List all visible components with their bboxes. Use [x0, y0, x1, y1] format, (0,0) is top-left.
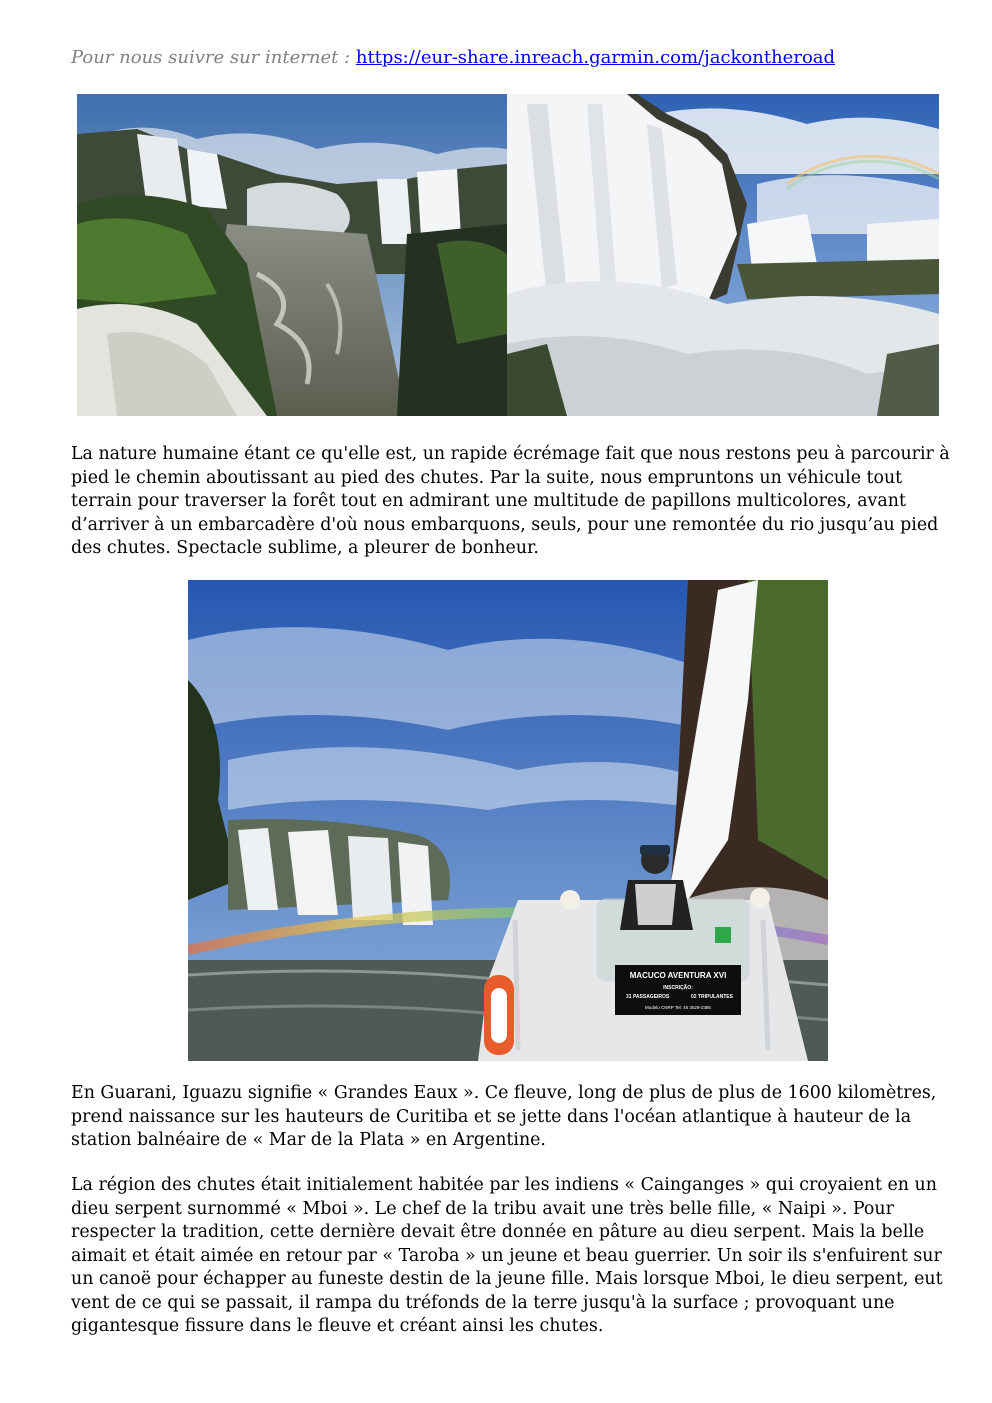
text-line: La région des chutes était initialement habitée par les indiens « Cainganges » qui croyaient en un	[71, 1175, 937, 1195]
paragraph-legend	[71, 1174, 943, 1339]
text-line: vent de ce qui se passait, il rampa du tréfonds de la terre jusqu'à la surface ; provoquant une	[71, 1292, 895, 1313]
photo-boat-falls	[188, 580, 828, 1061]
boat-sign-crew: 02 TRIPULANTES	[691, 994, 733, 1000]
text-line: d’arriver à un embarcadère d'où nous embarquons, seuls, pour une remontée du rio jusqu’au pied	[71, 514, 939, 535]
text-line: station balnéaire de « Mar de la Plata » en Argentine.	[71, 1130, 546, 1150]
text-line: dieu serpent surnommé « Mboi ». Le chef de la tribu avait une très belle fille, « Naipi ». Pour	[71, 1198, 894, 1219]
header-intro: Pour nous suivre sur internet :	[71, 47, 351, 68]
paragraph-guarani	[71, 1082, 937, 1153]
paragraph-walk	[71, 443, 950, 561]
text-line: gigantesque fissure dans le fleuve et créant ainsi les chutes.	[71, 1316, 604, 1336]
tracking-link[interactable]: https://eur-share.inreach.garmin.com/jackontheroad	[355, 47, 836, 68]
text-line: La nature humaine étant ce qu'elle est, un rapide écrémage fait que nous restons peu à parcourir à	[71, 444, 950, 464]
header-line	[71, 46, 835, 70]
boat-sign-title: MACUCO AVENTURA XVI	[629, 971, 727, 980]
text-line: terrain pour traverser la forêt tout en admirant une multitude de papillons multicolores, avant	[71, 491, 906, 511]
text-line: des chutes. Spectacle sublime, a pleurer de bonheur.	[71, 538, 539, 558]
boat-sign-passengers: 31 PASSAGEIROS	[626, 994, 670, 1000]
boat-sign-phone: Modelo CNRP Tel: 45 3529-2385	[645, 1005, 711, 1010]
text-line: En Guarani, Iguazu signifie « Grandes Eaux ». Ce fleuve, long de plus de plus de 1600 kilomètres,	[71, 1083, 937, 1103]
photo-waterfall-rainbow	[507, 94, 939, 416]
text-line: un canoë pour échapper au funeste destin de la jeune fille. Mais lorsque Mboi, le dieu serpent, eut	[71, 1269, 943, 1289]
boat-sign-inscr: INSCRIÇÃO:	[663, 985, 693, 991]
photo-canyon-falls	[77, 94, 507, 416]
text-line: aimait et était aimée en retour par « Taroba » un jeune et beau guerrier. Un soir ils s'enfuirent sur	[71, 1245, 942, 1266]
text-line: prend naissance sur les hauteurs de Curitiba et se jette dans l'océan atlantique à hauteur de la	[71, 1106, 912, 1127]
text-line: pied le chemin aboutissant au pied des chutes. Par la suite, nous empruntons un véhicule tout	[71, 467, 903, 488]
text-line: respecter la tradition, cette dernière devait être donnée en pâture au dieu serpent. Mais la belle	[71, 1222, 925, 1242]
